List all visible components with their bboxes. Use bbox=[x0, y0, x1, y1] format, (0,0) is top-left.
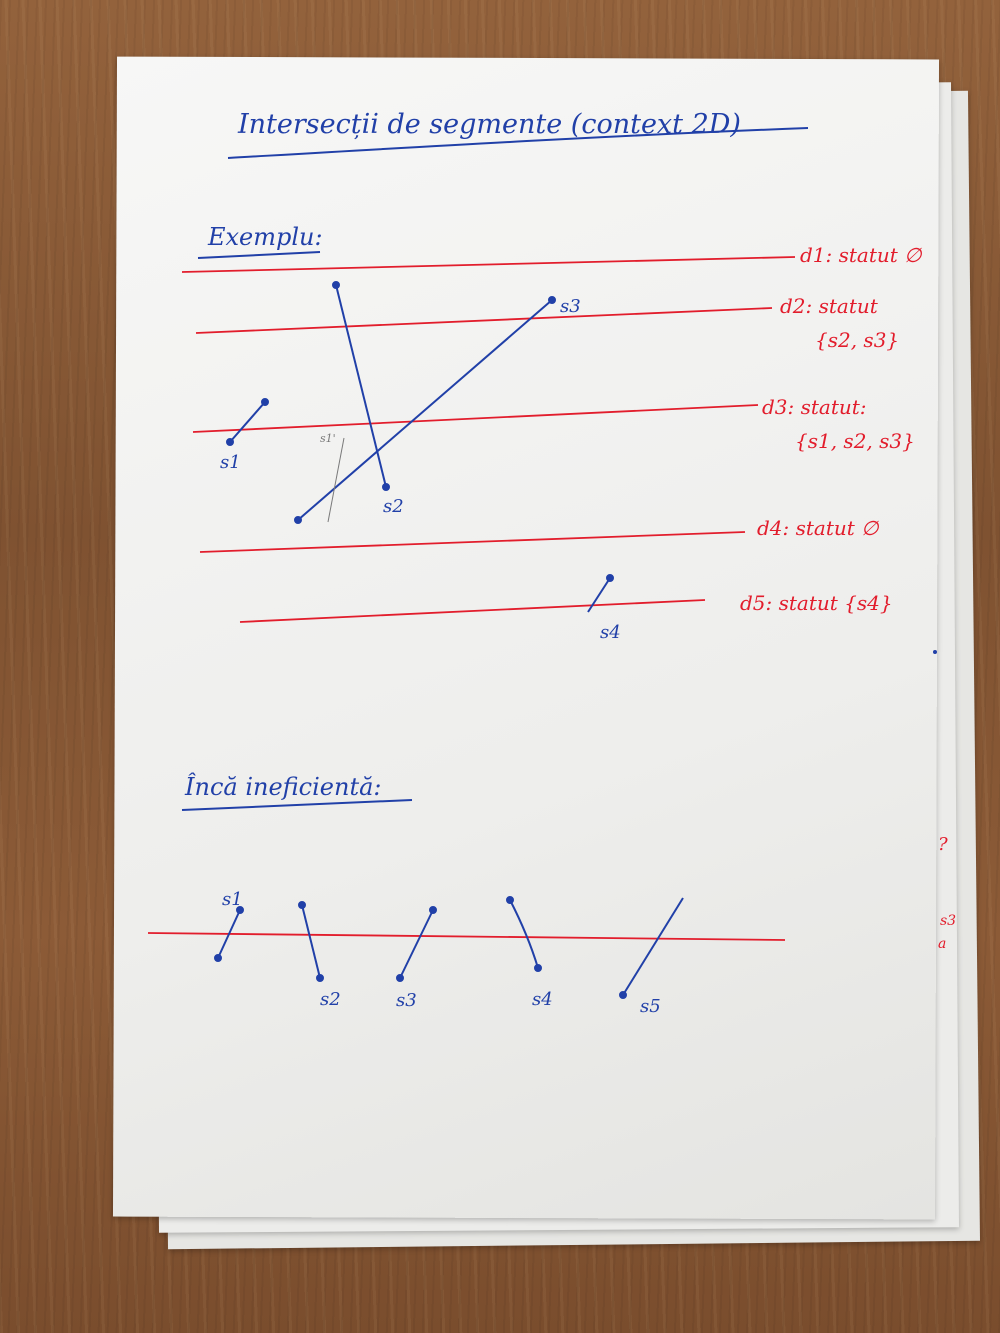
inefficient-underline bbox=[182, 800, 412, 810]
margin-mark-s3: s3 bbox=[940, 913, 957, 929]
segment-i2-endpoint bbox=[299, 902, 305, 908]
inefficient-heading: Încă ineficientă: bbox=[185, 773, 382, 801]
segment-i4 bbox=[510, 900, 538, 968]
sweep-line-d1 bbox=[182, 257, 795, 272]
segment-s1-endpoint bbox=[262, 399, 268, 405]
segment-s4 bbox=[588, 578, 610, 612]
label-d4: d4: statut ∅ bbox=[757, 516, 879, 540]
segment-i4-endpoint bbox=[507, 897, 513, 903]
segment-i4-endpoint bbox=[535, 965, 541, 971]
segment-i5 bbox=[623, 898, 683, 995]
segment-i2 bbox=[302, 905, 320, 978]
segment-s2-endpoint bbox=[333, 282, 339, 288]
margin-dot bbox=[933, 650, 937, 654]
example-underline bbox=[198, 252, 320, 258]
segment-s3 bbox=[298, 300, 552, 520]
segment-s2 bbox=[336, 285, 386, 487]
segment-s3-endpoint bbox=[549, 297, 555, 303]
label-d1: d1: statut ∅ bbox=[800, 243, 922, 267]
label-i3: s3 bbox=[396, 990, 417, 1011]
example-segments bbox=[227, 282, 613, 612]
sweep-line-inefficient bbox=[148, 933, 785, 940]
label-d3: d3: statut: bbox=[762, 395, 867, 419]
label-d5: d5: statut {s4} bbox=[740, 591, 893, 615]
inefficient-segments bbox=[215, 897, 683, 998]
faint-segment bbox=[328, 438, 344, 522]
segment-s2-endpoint bbox=[383, 484, 389, 490]
status-d2: {s2, s3} bbox=[815, 328, 900, 352]
sweep-line-d3 bbox=[193, 405, 758, 432]
segment-s4-endpoint bbox=[607, 575, 613, 581]
label-s2: s2 bbox=[383, 496, 404, 517]
status-d3: {s1, s2, s3} bbox=[795, 429, 915, 453]
label-i2: s2 bbox=[320, 989, 341, 1010]
segment-s1-endpoint bbox=[227, 439, 233, 445]
label-i5: s5 bbox=[640, 996, 661, 1017]
margin-mark-question: ? bbox=[938, 834, 948, 855]
segment-i3 bbox=[400, 910, 433, 978]
example-heading: Exemplu: bbox=[208, 223, 323, 251]
segment-i3-endpoint bbox=[397, 975, 403, 981]
segment-i2-endpoint bbox=[317, 975, 323, 981]
segment-s3-endpoint bbox=[295, 517, 301, 523]
sweep-line-d4 bbox=[200, 532, 745, 552]
label-s3: s3 bbox=[560, 296, 581, 317]
page-title: Intersecții de segmente (context 2D) bbox=[238, 109, 741, 140]
margin-mark-a: a bbox=[938, 936, 947, 952]
segment-i1-endpoint bbox=[215, 955, 221, 961]
faint-segment-label: s1' bbox=[320, 432, 336, 445]
sweep-line-d2 bbox=[196, 308, 772, 333]
label-i4: s4 bbox=[532, 989, 553, 1010]
segment-s1 bbox=[230, 402, 265, 442]
segment-i5-endpoint bbox=[620, 992, 626, 998]
sweep-line-d5 bbox=[240, 600, 705, 622]
label-i1: s1 bbox=[222, 889, 243, 910]
label-s1: s1 bbox=[220, 452, 241, 473]
label-s4: s4 bbox=[600, 622, 621, 643]
label-d2: d2: statut bbox=[780, 294, 878, 318]
segment-i3-endpoint bbox=[430, 907, 436, 913]
